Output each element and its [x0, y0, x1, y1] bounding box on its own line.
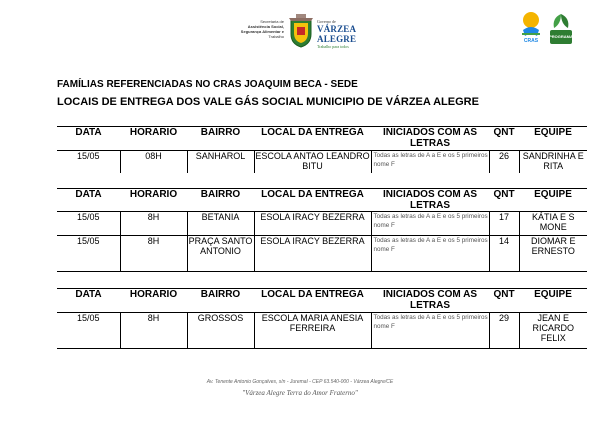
cell-local: ESCOLA MARIA ANESIA FERREIRA — [254, 313, 371, 349]
page-subtitle: LOCAIS DE ENTREGA DOS VALE GÁS SOCIAL MUNICIPIO DE VÁRZEA ALEGRE — [57, 96, 479, 108]
cell-equipe: KÁTIA E S MONE — [519, 212, 587, 236]
cell-equipe: DIOMAR E ERNESTO — [519, 236, 587, 272]
cell-data: 15/05 — [57, 212, 120, 236]
col-horario: HORARIO — [120, 189, 187, 212]
col-letras: INICIADOS COM AS LETRAS — [371, 189, 489, 212]
government-brand — [317, 19, 387, 49]
program-logo-icon — [548, 12, 574, 46]
gov-label: Governo de — [317, 19, 336, 24]
table-header-row — [57, 189, 587, 212]
table-header-row — [57, 127, 587, 151]
secretaria-text — [222, 19, 284, 39]
col-equipe: EQUIPE — [519, 127, 587, 151]
footer-motto: "Várzea Alegre Terra do Amor Fraterno" — [242, 389, 358, 397]
col-qnt: QNT — [489, 189, 519, 212]
program-label: PROGRAMA — [549, 34, 573, 39]
cell-qnt: 14 — [489, 236, 519, 272]
cell-letras: Todas as letras de A a E e os 5 primeiros nome F — [371, 313, 489, 349]
table-header-row — [57, 289, 587, 313]
cell-data: 15/05 — [57, 151, 120, 173]
cell-bairro: SANHAROL — [187, 151, 254, 173]
table-row — [57, 212, 587, 236]
delivery-table-2 — [57, 188, 587, 272]
cell-horario: 8H — [120, 313, 187, 349]
col-data: DATA — [57, 189, 120, 212]
cras-label: CRAS — [523, 38, 539, 44]
col-bairro: BAIRRO — [187, 189, 254, 212]
cell-letras: Todas as letras de A a E e os 5 primeiros nome F — [371, 236, 489, 272]
col-bairro: BAIRRO — [187, 127, 254, 151]
cell-qnt: 26 — [489, 151, 519, 173]
cell-qnt: 17 — [489, 212, 519, 236]
cras-logo-icon — [518, 8, 544, 48]
cell-local: ESCOLA ANTAO LEANDRO BITU — [255, 151, 370, 171]
col-local: LOCAL DA ENTREGA — [254, 289, 371, 313]
page-title: FAMÍLIAS REFERENCIADAS NO CRAS JOAQUIM BECA - SEDE — [57, 79, 358, 90]
col-bairro: BAIRRO — [187, 289, 254, 313]
col-local: LOCAL DA ENTREGA — [254, 189, 371, 212]
cell-horario: 08H — [120, 151, 187, 173]
delivery-table-1 — [57, 126, 587, 173]
cell-equipe: JEAN E RICARDO FELIX — [519, 313, 587, 349]
cell-horario: 8H — [120, 236, 187, 272]
table-row — [57, 313, 587, 349]
municipal-crest-icon — [287, 14, 315, 48]
col-data: DATA — [57, 127, 120, 151]
col-horario: HORARIO — [120, 127, 187, 151]
cell-horario: 8H — [120, 212, 187, 236]
secretaria-line: Segurança Alimentar e — [240, 29, 284, 34]
gov-slogan: Trabalho para todos — [317, 44, 349, 49]
cell-bairro: GROSSOS — [187, 313, 254, 349]
cell-data: 15/05 — [57, 236, 120, 272]
header — [0, 0, 600, 60]
cell-letras: Todas as letras de A a E e os 5 primeiros nome F — [371, 151, 489, 173]
secretaria-line: Trabalho — [268, 34, 284, 39]
col-letras: INICIADOS COM AS LETRAS — [371, 127, 489, 151]
col-equipe: EQUIPE — [519, 189, 587, 212]
cell-data: 15/05 — [57, 313, 120, 349]
col-data: DATA — [57, 289, 120, 313]
delivery-table-3 — [57, 288, 587, 349]
secretaria-line: Secretaria de — [260, 19, 284, 24]
city-name: VÁRZEA ALEGRE — [317, 24, 357, 44]
col-qnt: QNT — [489, 127, 519, 151]
cell-bairro: BETANIA — [187, 212, 254, 236]
table-row — [57, 236, 587, 272]
cell-local: ESOLA IRACY BEZERRA — [254, 236, 371, 272]
cell-equipe: SANDRINHA E RITA — [519, 151, 587, 173]
col-local: LOCAL DA ENTREGA — [254, 127, 371, 151]
cell-qnt: 29 — [489, 313, 519, 349]
col-equipe: EQUIPE — [519, 289, 587, 313]
table-row — [57, 151, 587, 173]
col-horario: HORARIO — [120, 289, 187, 313]
col-letras: INICIADOS COM AS LETRAS — [371, 289, 489, 313]
cell-bairro: PRAÇA SANTO ANTONIO — [187, 236, 254, 272]
footer-address: Av. Tenente Antonio Gonçalves, s/n - Juremal - CEP 63.540-000 - Várzea Alegre/CE — [206, 379, 394, 385]
cell-letras: Todas as letras de A a E e os 5 primeiros nome F — [371, 212, 489, 236]
col-qnt: QNT — [489, 289, 519, 313]
secretaria-line: Assistência Social, — [247, 24, 284, 29]
cell-local: ESOLA IRACY BEZERRA — [254, 212, 371, 236]
